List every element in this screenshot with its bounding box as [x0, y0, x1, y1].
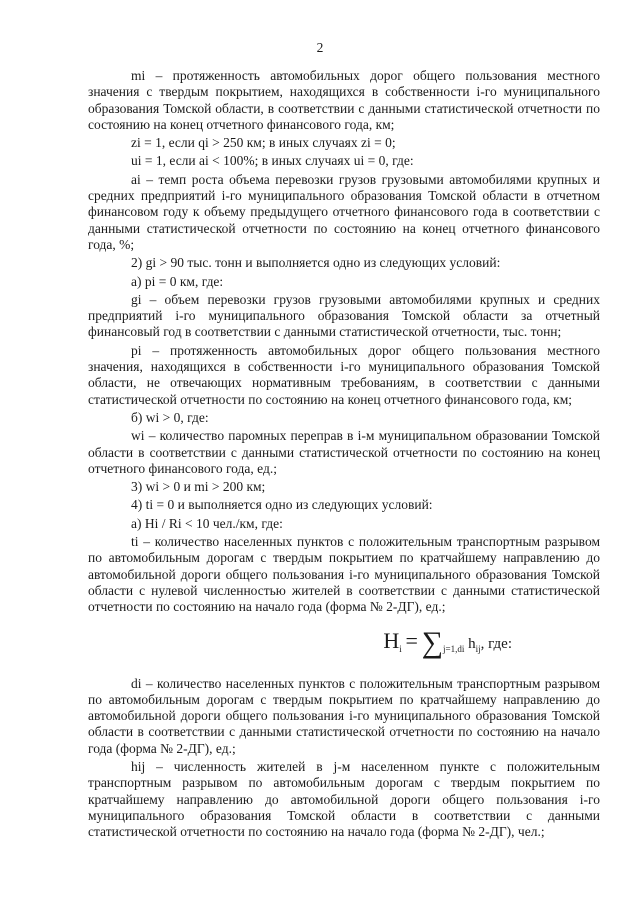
paragraph-condition-4a: а) Hi / Ri < 10 чел./км, где:: [131, 515, 283, 531]
paragraph-t-definition: ti – количество населенных пунктов с положительным транспортным разрывом по автомобильным дорогам с твердым покрытием по кратчайшему направлению до автомобильной дороги общего пользования i-го муниципального образования Томской области с нулевой численностью жителей в соответствии с данными статистической отчетности по состоянию на начало года (форма № 2-ДГ), ед.;: [88, 534, 600, 615]
paragraph-a-definition: ai – темп роста объема перевозки грузов грузовыми автомобилями крупных и средних предприятий i-го муниципального образования Томской области в отчетном финансовом году к объему предыдущего отчетного финансового года в соответствии с данными статистической отчетности по состоянию на конец отчетного финансового года, %;: [88, 171, 600, 252]
formula-sum-symbol: ∑: [421, 625, 444, 659]
formula-tail: , где:: [480, 635, 512, 652]
formula-h: [88, 626, 600, 664]
paragraph-z-condition: zi = 1, если qi > 250 км; в иных случаях zi = 0;: [131, 135, 396, 151]
document-body: [88, 68, 600, 842]
formula-equals: =: [405, 627, 418, 653]
paragraph-condition-3: 3) wi > 0 и mi > 200 км;: [131, 479, 266, 495]
paragraph-h-definition: hij – численность жителей в j-м населенном пункте с положительным транспортным разрывом по автомобильным дорогам с твердым покрытием по кратчайшему направлению до автомобильной дороги общего пользования i-го муниципального образования Томской области в соответствии с данными статистической отчетности по состоянию на начало года (форма № 2-ДГ), чел.;: [88, 758, 600, 840]
formula-term-sub: ij: [475, 643, 481, 654]
formula-sum-index: j=1,di: [443, 643, 465, 654]
paragraph-u-condition: ui = 1, если ai < 100%; в иных случаях ui = 0, где:: [131, 153, 414, 169]
paragraph-w-definition: wi – количество паромных переправ в i-м муниципальном образовании Томской области в соответствии с данными статистической отчетности по состоянию на конец отчетного финансового года, ед.;: [88, 428, 600, 476]
page-number: 2: [316, 40, 324, 55]
paragraph-condition-2b: б) wi > 0, где:: [131, 409, 209, 425]
formula-lhs-sub: i: [399, 643, 402, 654]
formula-term: h: [468, 635, 476, 652]
formula-lhs: H: [383, 627, 400, 653]
paragraph-g-definition: gi – объем перевозки грузов грузовыми автомобилями крупных и средних предприятий i-го муниципального образования Томской области за отчетный финансовый год в соответствии с данными статистической отчетности, тыс. тонн;: [88, 291, 600, 340]
paragraph-condition-4: 4) ti = 0 и выполняется одно из следующих условий:: [131, 497, 433, 513]
paragraph-m-definition: mi – протяженность автомобильных дорог общего пользования местного значения с твердым покрытием, находящихся в собственности i-го муниципального образования Томской области, в соответствии с данными статистической отчетности по состоянию на конец отчетного финансового года, км;: [88, 68, 600, 132]
paragraph-p-definition: pi – протяженность автомобильных дорог общего пользования местного значения, находящихся в собственности i-го муниципального образования Томской области, не отвечающих нормативным требованиям, в соответствии с данными статистической отчетности по состоянию на конец отчетного финансового года, км;: [88, 342, 600, 407]
paragraph-condition-2a: а) pi = 0 км, где:: [131, 273, 224, 289]
paragraph-d-definition: di – количество населенных пунктов с положительным транспортным разрывом по автомобильным дорогам с твердым покрытием по кратчайшему направлению до автомобильной дороги общего пользования i-го муниципального образования Томской области в соответствии с данными статистической отчетности по состоянию на начало года (форма № 2-ДГ), ед.;: [88, 675, 600, 756]
paragraph-condition-2: 2) gi > 90 тыс. тонн и выполняется одно из следующих условий:: [131, 255, 501, 271]
